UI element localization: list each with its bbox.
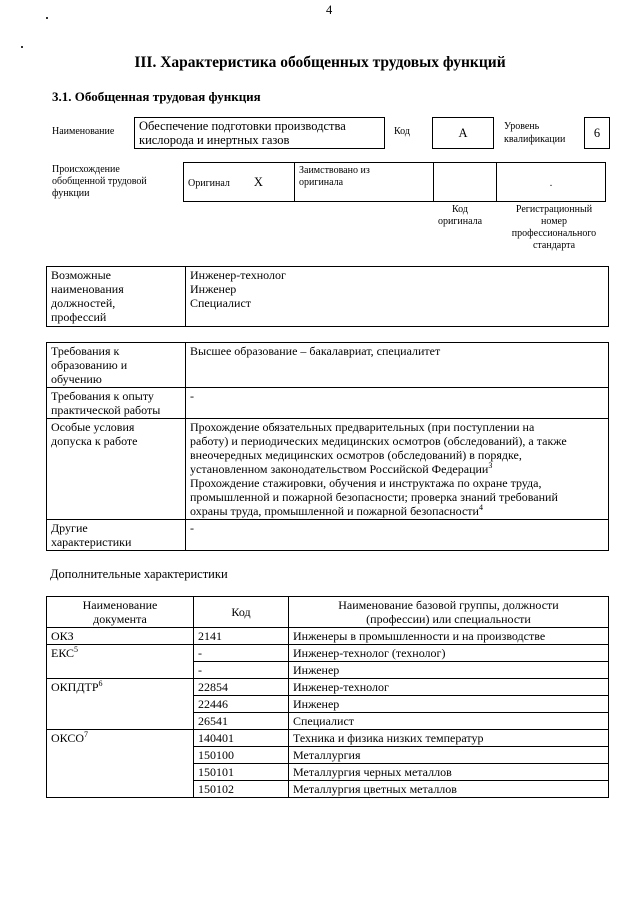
name-cell: Инженеры в промышленности и на производстве bbox=[289, 628, 609, 645]
reg-number-cell bbox=[497, 163, 606, 202]
other-label-line: характеристики bbox=[51, 535, 132, 549]
doc-cell bbox=[47, 679, 194, 730]
scan-speck bbox=[46, 17, 48, 19]
code-original-caption bbox=[430, 204, 490, 228]
code-cell: 150101 bbox=[194, 764, 289, 781]
position-value: Специалист bbox=[190, 296, 252, 310]
code-cell: 140401 bbox=[194, 730, 289, 747]
code-orig-line1: Код bbox=[452, 204, 468, 215]
other-label-cell bbox=[47, 520, 186, 551]
positions-label-line: профессий bbox=[51, 310, 107, 324]
origin-original-cell bbox=[184, 163, 295, 202]
level-value-box bbox=[584, 117, 610, 149]
special-label-line: допуска к работе bbox=[51, 434, 138, 448]
reg-number-caption bbox=[500, 204, 608, 252]
table-row bbox=[47, 645, 609, 662]
code-cell: 2141 bbox=[194, 628, 289, 645]
code-cell: - bbox=[194, 645, 289, 662]
experience-label-cell bbox=[47, 388, 186, 419]
education-label-line: Требования к bbox=[51, 344, 120, 358]
level-label-line1: Уровень bbox=[504, 121, 540, 132]
origin-label-line1: Происхождение bbox=[52, 164, 120, 175]
education-label-cell bbox=[47, 343, 186, 388]
positions-table bbox=[46, 266, 609, 327]
name-cell: Металлургия черных металлов bbox=[289, 764, 609, 781]
reg-line4: стандарта bbox=[532, 240, 576, 251]
code-original-cell bbox=[434, 163, 497, 202]
col-doc-header bbox=[47, 597, 194, 628]
name-cell: Металлургия цветных металлов bbox=[289, 781, 609, 798]
code-cell: 22854 bbox=[194, 679, 289, 696]
education-label-line: обучению bbox=[51, 372, 102, 386]
borrowed-line1: Заимствовано из bbox=[299, 165, 370, 176]
experience-label-line: практической работы bbox=[51, 403, 161, 417]
name-value-line2: кислорода и инертных газов bbox=[139, 133, 290, 147]
doc-name: ЕКС bbox=[51, 646, 75, 660]
reg-dot: . bbox=[549, 178, 553, 189]
page-number: 4 bbox=[326, 3, 333, 17]
name-label: Наименование bbox=[52, 126, 115, 137]
code-orig-line2: оригинала bbox=[437, 216, 483, 227]
doc-cell bbox=[47, 628, 194, 645]
table-row bbox=[47, 730, 609, 747]
positions-label-line: наименования bbox=[51, 282, 124, 296]
special-line: установленном законодательством Российской Федерации bbox=[190, 462, 489, 476]
name-cell: Инженер bbox=[289, 696, 609, 713]
position-value: Инженер-технолог bbox=[190, 268, 286, 282]
special-label-cell bbox=[47, 419, 186, 520]
col-name-header bbox=[289, 597, 609, 628]
reg-line1: Регистрационный bbox=[515, 204, 593, 215]
doc-cell bbox=[47, 645, 194, 679]
name-cell: Инженер-технолог bbox=[289, 679, 609, 696]
origin-label-line3: функции bbox=[52, 188, 90, 199]
experience-value: - bbox=[186, 388, 609, 419]
reg-line2: номер bbox=[541, 216, 567, 227]
name-value-box bbox=[134, 117, 385, 149]
special-line: охраны труда, промышленной и пожарной безопасности bbox=[190, 504, 479, 518]
other-value: - bbox=[186, 520, 609, 551]
doc-footnote: 6 bbox=[98, 679, 103, 688]
doc-name: ОКПДТР bbox=[51, 680, 99, 694]
origin-borrowed-cell bbox=[295, 163, 434, 202]
doc-name: ОКЗ bbox=[51, 629, 74, 643]
special-label-line: Особые условия bbox=[51, 420, 135, 434]
col-name-line: (профессии) или специальности bbox=[366, 612, 531, 626]
education-label-line: образованию и bbox=[51, 358, 128, 372]
special-line: внеочередных медицинских осмотров (обследований) в порядке, bbox=[190, 448, 522, 462]
position-value: Инженер bbox=[190, 282, 237, 296]
col-name-line: Наименование базовой группы, должности bbox=[338, 598, 559, 612]
table-row bbox=[47, 628, 609, 645]
code-cell: 150102 bbox=[194, 781, 289, 798]
special-line: Прохождение стажировки, обучения и инструктажа по охране труда, bbox=[190, 476, 542, 490]
col-doc-line: Наименование bbox=[82, 598, 158, 612]
code-value-box bbox=[432, 117, 494, 149]
footnote-4: 4 bbox=[478, 503, 483, 512]
special-line: Прохождение обязательных предварительных (при поступлении на bbox=[190, 420, 535, 434]
name-cell: Металлургия bbox=[289, 747, 609, 764]
table-row bbox=[47, 679, 609, 696]
code-cell: 26541 bbox=[194, 713, 289, 730]
code-cell: 150100 bbox=[194, 747, 289, 764]
borrowed-line2: оригинала bbox=[299, 177, 344, 188]
original-label: Оригинал bbox=[188, 178, 230, 189]
name-cell: Инженер-технолог (технолог) bbox=[289, 645, 609, 662]
experience-label-line: Требования к опыту bbox=[51, 389, 154, 403]
origin-table bbox=[183, 162, 606, 202]
footnote-3: 3 bbox=[488, 461, 493, 470]
code-label: Код bbox=[394, 126, 410, 137]
name-cell: Инженер bbox=[289, 662, 609, 679]
doc-cell bbox=[47, 730, 194, 798]
doc-footnote: 5 bbox=[74, 645, 79, 654]
special-conditions-cell bbox=[186, 419, 609, 520]
requirements-table bbox=[46, 342, 609, 551]
name-value-line1: Обеспечение подготовки производства bbox=[139, 119, 346, 133]
name-cell: Специалист bbox=[289, 713, 609, 730]
positions-label-cell bbox=[47, 267, 186, 327]
positions-label-line: Возможные bbox=[51, 268, 111, 282]
additional-title: Дополнительные характеристики bbox=[50, 567, 228, 581]
positions-label-line: должностей, bbox=[51, 296, 116, 310]
origin-label-line2: обобщенной трудовой bbox=[52, 176, 147, 187]
education-value: Высшее образование – бакалавриат, специалитет bbox=[186, 343, 609, 388]
col-code-header: Код bbox=[194, 597, 289, 628]
doc-footnote: 7 bbox=[84, 730, 89, 739]
level-label-line2: квалификации bbox=[504, 134, 566, 145]
special-line-with-footnote bbox=[190, 462, 604, 476]
scan-speck bbox=[21, 46, 23, 48]
subsection-title: 3.1. Обобщенная трудовая функция bbox=[52, 89, 261, 104]
col-doc-line: документа bbox=[93, 612, 147, 626]
original-mark: X bbox=[253, 175, 263, 189]
reg-line3: профессионального bbox=[511, 228, 597, 239]
positions-values-cell bbox=[186, 267, 609, 327]
name-cell: Техника и физика низких температур bbox=[289, 730, 609, 747]
doc-name: ОКСО bbox=[51, 731, 85, 745]
code-cell: - bbox=[194, 662, 289, 679]
code-value: А bbox=[458, 126, 468, 140]
section-title: III. Характеристика обобщенных трудовых функций bbox=[134, 54, 506, 71]
special-line: промышленной и пожарной безопасности; проверка знаний требований bbox=[190, 490, 558, 504]
special-line-with-footnote bbox=[190, 504, 604, 518]
level-value: 6 bbox=[593, 126, 601, 140]
additional-table bbox=[46, 596, 609, 798]
code-cell: 22446 bbox=[194, 696, 289, 713]
special-line: работу) и периодических медицинских осмотров (обследований), а также bbox=[190, 434, 567, 448]
other-label-line: Другие bbox=[51, 521, 88, 535]
